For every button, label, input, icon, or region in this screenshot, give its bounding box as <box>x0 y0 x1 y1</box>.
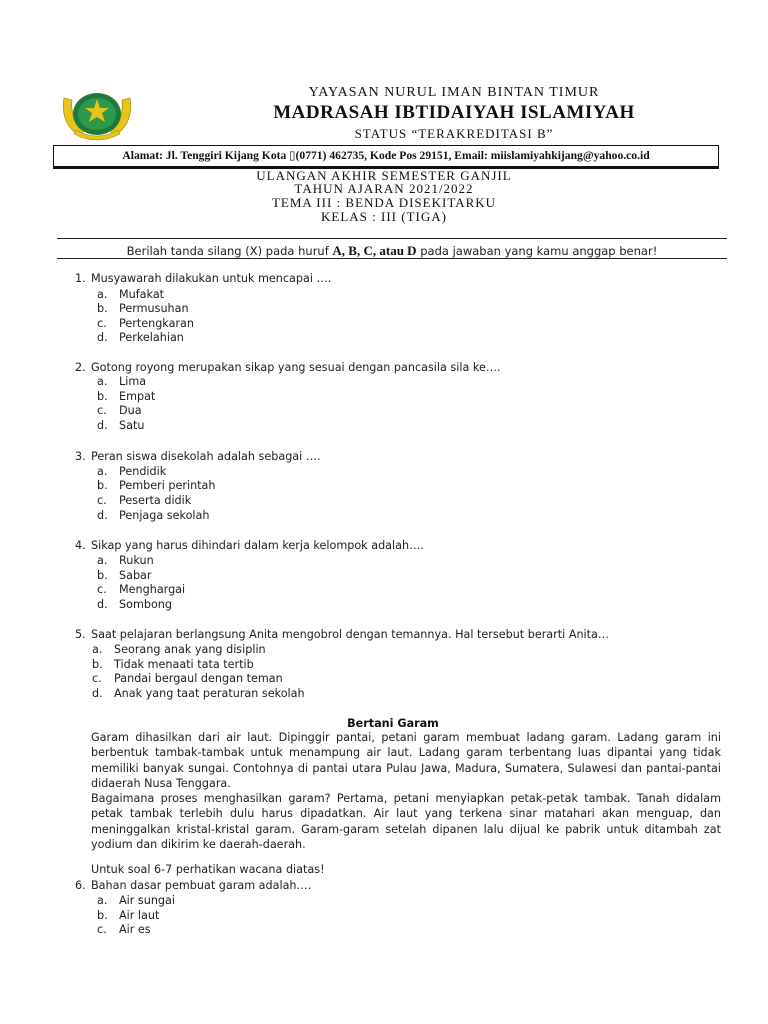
option-3b[interactable]: b. Pemberi perintah <box>97 479 216 492</box>
passage-paragraph-1: Garam dihasilkan dari air laut. Dipinggir pantai, petani garam membuat ladang garam. Ladang garam ini berbentuk tambak-tambak untuk menampung air laut. Ladang garam terbentang luas dipantai yang tidak memiliki banyak sungai. Contohnya di pantai utara Pulau Jawa, Madura, Sumatera, Sulawesi dan pantai-pantai didaerah Nusa Tenggara. <box>91 731 721 790</box>
option-5b[interactable]: b. Tidak menaati tata tertib <box>92 658 254 671</box>
option-4d[interactable]: d. Sombong <box>97 598 172 611</box>
option-3d[interactable]: d. Penjaga sekolah <box>97 509 210 522</box>
option-5d[interactable]: d. Anak yang taat peraturan sekolah <box>92 687 305 700</box>
option-2d[interactable]: d. Satu <box>97 419 145 432</box>
exam-class: KELAS : III (TIGA) <box>321 209 447 224</box>
option-1d[interactable]: d. Perkelahian <box>97 331 184 344</box>
accreditation-status: STATUS “TERAKREDITASI B” <box>354 126 554 141</box>
passage-paragraph-2: Bagaimana proses menghasilkan garam? Pertama, petani menyiapkan petak-petak tambak. Tanah didalam petak tambak terlebih dulu harus dipadatkan. Air laut yang terkena sinar matahari akan menguap, dan meninggalkan kristal-kristal garam. Garam-garam setelah dipanen lalu dijual ke pabrik untuk ditambah zat yodium dan dikirim ke daerah-daerah. <box>91 792 721 851</box>
divider-top <box>57 238 727 239</box>
question-1: 1. Musyawarah dilakukan untuk mencapai …. <box>75 272 332 285</box>
option-2c[interactable]: c. Dua <box>97 404 142 417</box>
school-name: MADRASAH IBTIDAIYAH ISLAMIYAH <box>273 102 635 123</box>
exam-year: TAHUN AJARAN 2021/2022 <box>294 181 474 196</box>
option-6c[interactable]: c. Air es <box>97 923 151 936</box>
passage-note: Untuk soal 6-7 perhatikan wacana diatas! <box>91 863 325 876</box>
question-6: 6. Bahan dasar pembuat garam adalah…. <box>75 879 312 892</box>
option-5c[interactable]: c. Pandai bergaul dengan teman <box>92 672 283 685</box>
option-5a[interactable]: a. Seorang anak yang disiplin <box>92 643 266 656</box>
option-6a[interactable]: a. Air sungai <box>97 894 175 907</box>
option-3c[interactable]: c. Peserta didik <box>97 494 192 507</box>
question-3: 3. Peran siswa disekolah adalah sebagai …. <box>75 450 321 463</box>
option-6b[interactable]: b. Air laut <box>97 909 160 922</box>
instruction: Berilah tanda silang (X) pada huruf A, B, C, atau D pada jawaban yang kamu anggap benar! <box>126 243 658 258</box>
option-1a[interactable]: a. Mufakat <box>97 288 165 301</box>
option-4b[interactable]: b. Sabar <box>97 569 152 582</box>
question-4: 4. Sikap yang harus dihindari dalam kerja kelompok adalah…. <box>75 539 424 552</box>
divider-bottom <box>57 258 727 259</box>
option-4c[interactable]: c. Menghargai <box>97 583 186 596</box>
exam-theme: TEMA III : BENDA DISEKITARKU <box>271 195 497 210</box>
question-2: 2. Gotong royong merupakan sikap yang sesuai dengan pancasila sila ke…. <box>75 361 501 374</box>
option-1b[interactable]: b. Permusuhan <box>97 302 189 315</box>
exam-title: ULANGAN AKHIR SEMESTER GANJIL <box>256 168 512 183</box>
option-2a[interactable]: a. Lima <box>97 375 147 388</box>
question-5: 5. Saat pelajaran berlangsung Anita mengobrol dengan temannya. Hal tersebut berarti Anita… <box>75 628 610 641</box>
foundation-name: YAYASAN NURUL IMAN BINTAN TIMUR <box>308 85 600 100</box>
option-1c[interactable]: c. Pertengkaran <box>97 317 194 330</box>
option-2b[interactable]: b. Empat <box>97 390 156 403</box>
address-box: Alamat: Jl. Tenggiri Kijang Kota ▯(0771) 462735, Kode Pos 29151, Email: miislamiyahkijang@yahoo.co.id <box>53 145 719 167</box>
passage-title: Bertani Garam <box>347 717 439 730</box>
option-3a[interactable]: a. Pendidik <box>97 465 167 478</box>
option-4a[interactable]: a. Rukun <box>97 554 154 567</box>
